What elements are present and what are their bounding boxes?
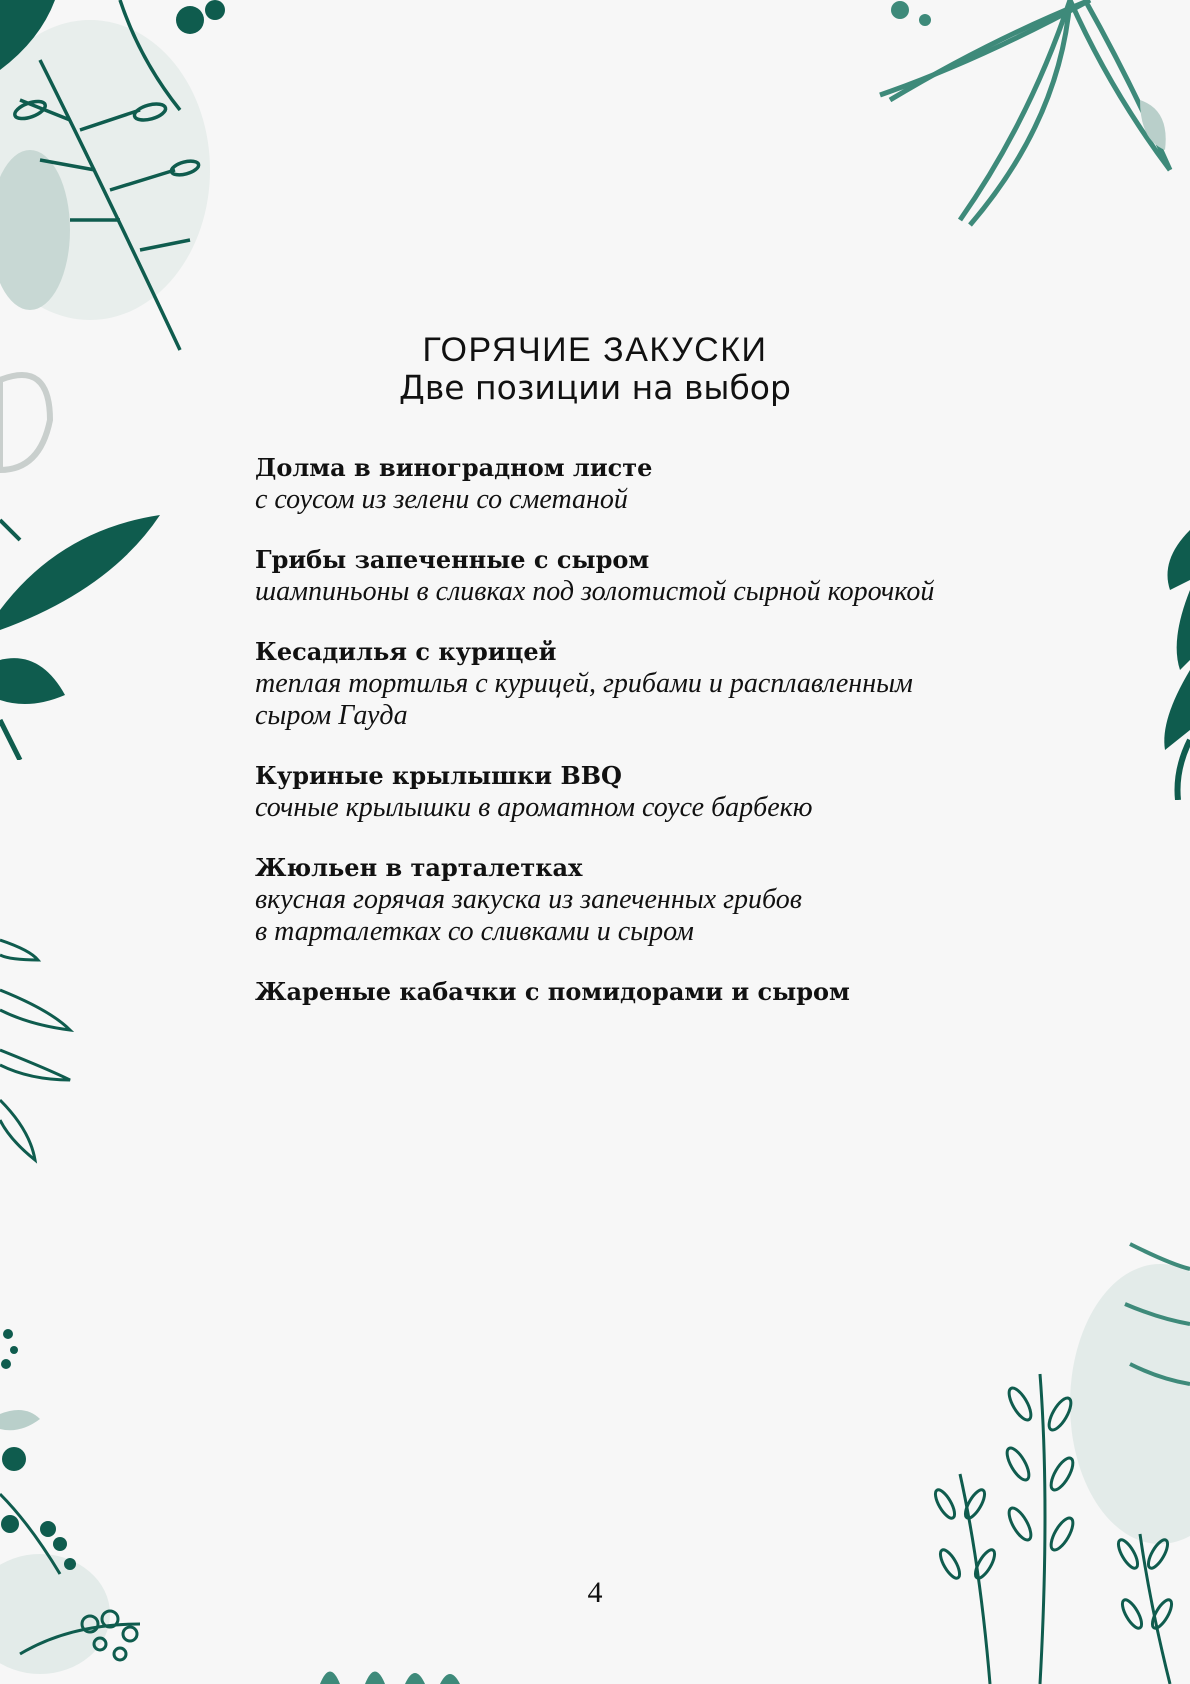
botanical-left-middle-icon bbox=[0, 500, 170, 760]
page-title: ГОРЯЧИЕ ЗАКУСКИ bbox=[422, 331, 768, 369]
menu-item-description: в тарталетках со сливками и сыром bbox=[255, 916, 694, 947]
botanical-top-right-icon bbox=[870, 0, 1190, 240]
menu-list bbox=[255, 452, 1075, 1036]
menu-item-name: Жюльен в тарталетках bbox=[255, 853, 583, 882]
menu-item-name: Жареные кабачки с помидорами и сыром bbox=[255, 977, 850, 1006]
menu-item-description: теплая тортилья с курицей, грибами и расплавленным bbox=[255, 668, 913, 699]
menu-item-name: Грибы запеченные с сыром bbox=[255, 545, 650, 574]
menu-item-name: Кесадилья с курицей bbox=[255, 637, 557, 666]
page-number: 4 bbox=[587, 1576, 603, 1609]
menu-item-name: Куриные крылышки BBQ bbox=[255, 761, 622, 790]
menu-item-name: Долма в виноградном листе bbox=[255, 453, 653, 482]
menu-item-description: сочные крылышки в ароматном соусе барбекю bbox=[255, 792, 813, 823]
menu-item-description: вкусная горячая закуска из запеченных грибов bbox=[255, 884, 802, 915]
menu-item bbox=[255, 452, 1075, 516]
menu-item bbox=[255, 544, 1075, 608]
botanical-left-lower-icon bbox=[0, 930, 80, 1170]
menu-item bbox=[255, 852, 1075, 948]
botanical-bottom-center-icon bbox=[310, 1654, 470, 1684]
menu-item bbox=[255, 760, 1075, 824]
botanical-bottom-left-icon bbox=[0, 1324, 170, 1684]
menu-item-description: сыром Гауда bbox=[255, 700, 408, 731]
menu-item bbox=[255, 636, 1075, 732]
menu-item-description: с соусом из зелени со сметаной bbox=[255, 484, 628, 515]
menu-item-description: шампиньоны в сливках под золотистой сырной корочкой bbox=[255, 576, 935, 607]
botanical-bottom-right-icon bbox=[900, 1204, 1190, 1684]
botanical-right-middle-icon bbox=[1160, 440, 1190, 800]
page-subtitle: Две позиции на выбор bbox=[399, 368, 791, 407]
menu-item bbox=[255, 976, 1075, 1008]
botanical-top-left-icon bbox=[0, 0, 230, 480]
